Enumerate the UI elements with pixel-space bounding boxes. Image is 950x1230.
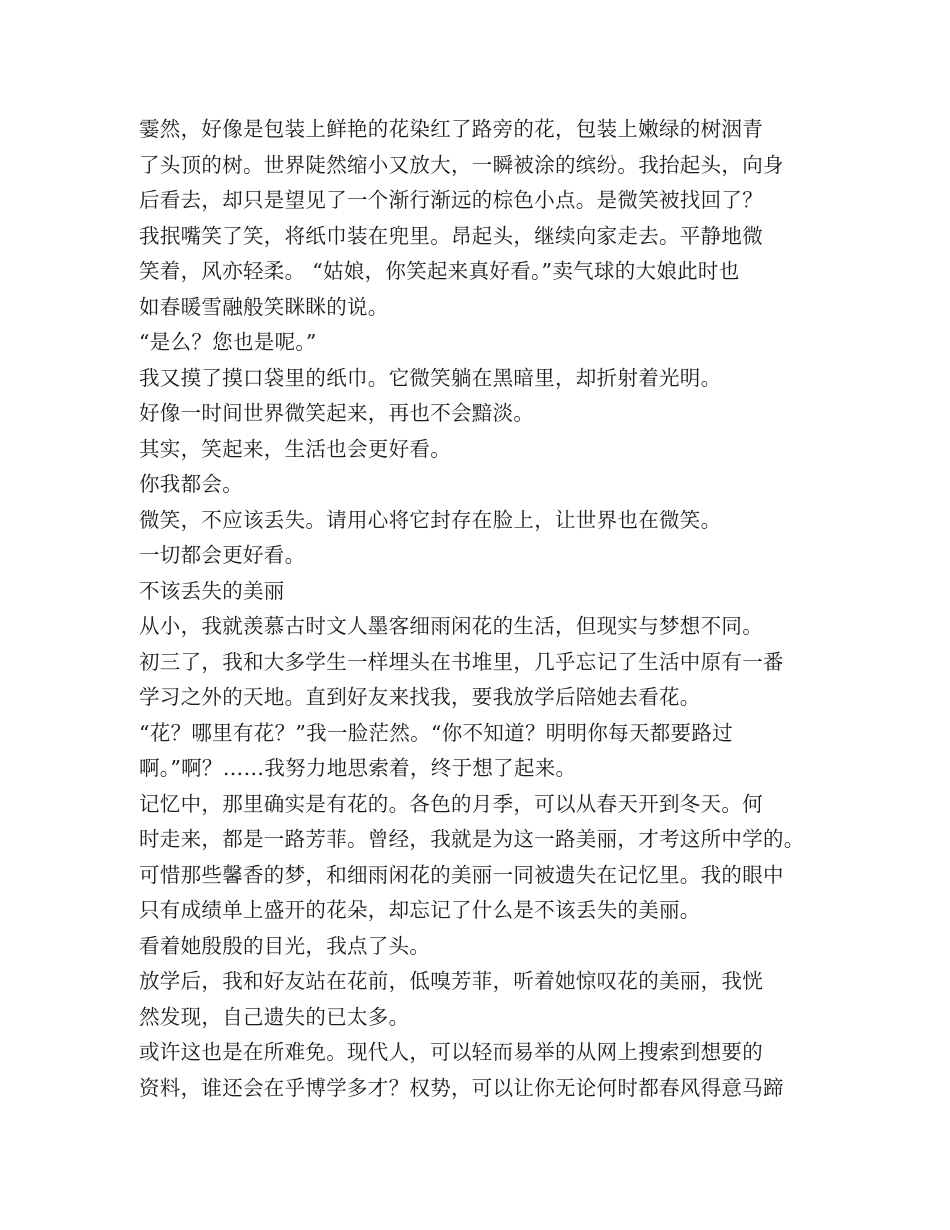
text-line: 微笑，不应该丢失。请用心将它封存在脸上，让世界也在微笑。 <box>139 507 722 532</box>
text-line: 你我都会。 <box>139 472 243 496</box>
text-line: 霎然，好像是包装上鲜艳的花染红了路旁的花，包装上嫩绿的树洇青 <box>139 117 763 141</box>
text-line: 然发现，自己遗失的已太多。 <box>139 1004 410 1029</box>
text-line: 一切都会更好看。 <box>139 543 306 567</box>
text-line: 或许这也是在所难免。现代人，可以轻而易举的从网上搜索到想要的 <box>139 1040 763 1064</box>
text-line: “是么？您也是呢。” <box>139 330 317 354</box>
text-line: “花？哪里有花？”我一脸茫然。“你不知道？明明你每天都要路过 <box>139 720 733 745</box>
text-line: 资料，谁还会在乎博学多才？权势，可以让你无论何时都春风得意马蹄 <box>139 1075 784 1100</box>
text-line: 可惜那些馨香的梦，和细雨闲花的美丽一同被遗失在记忆里。我的眼中 <box>139 862 784 887</box>
text-line: 其实，笑起来，生活也会更好看。 <box>139 436 451 461</box>
text-line: 学习之外的天地。直到好友来找我，要我放学后陪她去看花。 <box>139 685 701 709</box>
text-line: 只有成绩单上盛开的花朵，却忘记了什么是不该丢失的美丽。 <box>139 898 701 922</box>
text-line: 初三了，我和大多学生一样埋头在书堆里，几乎忘记了生活中原有一番 <box>139 649 784 674</box>
text-line: 放学后，我和好友站在花前，低嗅芳菲，听着她惊叹花的美丽，我恍 <box>139 969 763 993</box>
document-body <box>139 112 829 1106</box>
text-line: 啊。”啊？……我努力地思索着，终于想了起来。 <box>139 756 577 780</box>
text-line: 后看去，却只是望见了一个渐行渐远的棕色小点。是微笑被找回了？ <box>139 188 763 212</box>
text-line: 好像一时间世界微笑起来，再也不会黯淡。 <box>139 401 535 425</box>
text-line: 时走来，都是一路芳菲。曾经，我就是为这一路美丽，才考这所中学的。 <box>139 827 805 851</box>
text-line: 我抿嘴笑了笑，将纸巾装在兜里。昂起头，继续向家走去。平静地微 <box>139 223 763 248</box>
section-heading: 不该丢失的美丽 <box>139 578 285 603</box>
text-line: 看着她殷殷的目光，我点了头。 <box>139 933 431 958</box>
text-line: 了头顶的树。世界陡然缩小又放大，一瞬被涂的缤纷。我抬起头，向身 <box>139 152 784 177</box>
text-line: 记忆中，那里确实是有花的。各色的月季，可以从春天开到冬天。何 <box>139 791 763 816</box>
text-line: 笑着，风亦轻柔。 “姑娘，你笑起来真好看。”卖气球的大娘此时也 <box>139 259 740 283</box>
text-line: 如春暖雪融般笑眯眯的说。 <box>139 294 389 319</box>
text-line: 从小，我就羡慕古时文人墨客细雨闲花的生活，但现实与梦想不同。 <box>139 614 763 638</box>
text-line: 我又摸了摸口袋里的纸巾。它微笑躺在黑暗里，却折射着光明。 <box>139 365 722 390</box>
